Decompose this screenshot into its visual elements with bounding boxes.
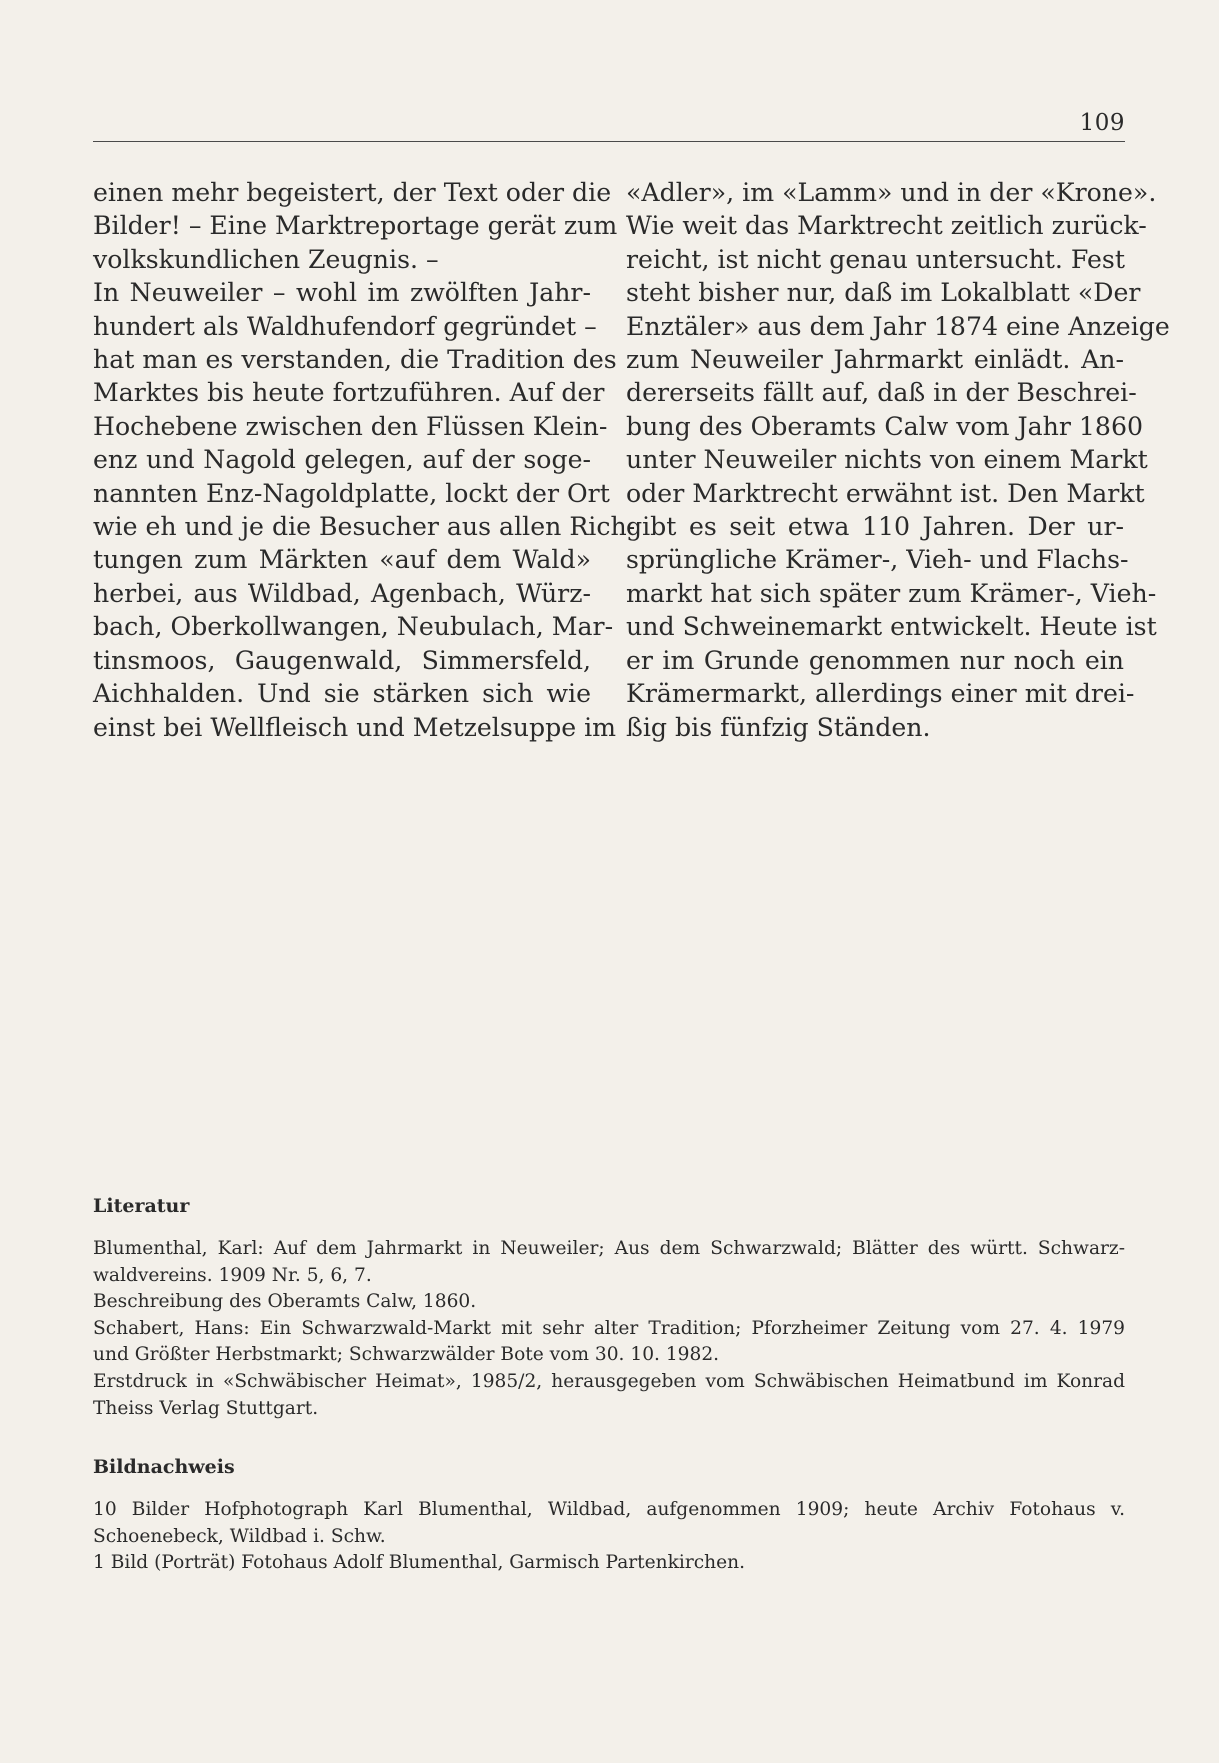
text-line: hat man es verstanden, die Tradition des [93,345,617,375]
text-line: enz und Nagold gelegen, auf der soge- [93,445,591,475]
reference-line: Blumenthal, Karl: Auf dem Jahrmarkt in Neuweiler; Aus dem Schwarzwald; Blätter des württ. Schwarz- [93,1238,1125,1259]
reference-line: Schabert, Hans: Ein Schwarzwald-Markt mit sehr alter Tradition; Pforzheimer Zeitung vom 27. 4. 1979 [93,1317,1125,1339]
reference-line: Theiss Verlag Stuttgart. [93,1397,319,1419]
text-line: volkskundlichen Zeugnis. – [93,244,439,274]
text-line: zum Neuweiler Jahrmarkt einlädt. An- [626,345,1124,375]
text-line: tungen zum Märkten «auf dem Wald» [93,545,591,575]
text-line: «Adler», im «Lamm» und in der «Krone». [626,178,1157,207]
text-line: wie eh und je die Besucher aus allen Rich- [93,512,636,542]
reference-line: Beschreibung des Oberamts Calw, 1860. [93,1291,477,1313]
text-line: Marktes bis heute fortzuführen. Auf der [93,378,605,408]
text-line: Aichhalden. Und sie stärken sich wie [93,679,591,709]
text-line: einst bei Wellfleisch und Metzelsuppe im [93,712,617,742]
reference-line: waldvereins. 1909 Nr. 5, 6, 7. [93,1264,372,1286]
text-line: gibt es seit etwa 110 Jahren. Der ur- [626,512,1124,542]
text-line: nannten Enz-Nagoldplatte, lockt der Ort [93,478,610,508]
literatur-heading: Literatur [93,1195,190,1217]
text-line: Hochebene zwischen den Flüssen Klein- [93,411,608,441]
text-line: markt hat sich später zum Krämer-, Vieh- [626,578,1157,608]
reference-line: Erstdruck in «Schwäbischer Heimat», 1985/2, herausgegeben vom Schwäbischen Heimatbund im Konrad [93,1370,1125,1392]
text-line: steht bisher nur, daß im Lokalblatt «Der [626,278,1141,308]
text-line: oder Marktrecht erwähnt ist. Den Markt [626,478,1145,508]
text-line: reicht, ist nicht genau untersucht. Fest [626,244,1125,274]
page-number: 109 [1079,110,1125,136]
text-line: dererseits fällt auf, daß in der Beschrei- [626,378,1137,408]
credit-line: 1 Bild (Porträt) Fotohaus Adolf Blumenthal, Garmisch Partenkirchen. [93,1552,746,1574]
right-text-column [626,176,1170,744]
credit-line: 10 Bilder Hofphotograph Karl Blumenthal, Wildbad, aufgenommen 1909; heute Archiv Fotohaus v. [93,1499,1125,1520]
text-line: Enztäler» aus dem Jahr 1874 eine Anzeige [626,311,1170,341]
header-rule [93,141,1125,142]
literatur-list [93,1236,1125,1422]
text-line: hundert als Waldhufendorf gegründet – [93,311,597,341]
left-text-column [93,176,636,744]
text-line: Wie weit das Marktrecht zeitlich zurück- [626,211,1147,241]
bildnachweis-list [93,1497,1125,1577]
text-line: bung des Oberamts Calw vom Jahr 1860 [626,411,1144,441]
text-line: herbei, aus Wildbad, Agenbach, Würz- [93,578,591,608]
text-line: tinsmoos, Gaugenwald, Simmersfeld, [93,645,591,675]
text-line: Bilder! – Eine Marktreportage gerät zum [93,211,618,241]
text-line: Krämermarkt, allerdings einer mit drei- [626,679,1135,709]
text-line: er im Grunde genommen nur noch ein [626,645,1124,675]
text-line: unter Neuweiler nichts von einem Markt [626,445,1148,475]
bildnachweis-heading: Bildnachweis [93,1456,235,1478]
reference-line: und Größter Herbstmarkt; Schwarzwälder Bote vom 30. 10. 1982. [93,1344,720,1366]
text-line: In Neuweiler – wohl im zwölften Jahr- [93,278,591,308]
text-line: ßig bis fünfzig Ständen. [626,712,931,742]
text-line: und Schweinemarkt entwickelt. Heute ist [626,612,1157,642]
text-line: bach, Oberkollwangen, Neubulach, Mar- [93,612,614,642]
text-line: sprüngliche Krämer-, Vieh- und Flachs- [626,545,1129,575]
credit-line: Schoenebeck, Wildbad i. Schw. [93,1525,386,1547]
text-line: einen mehr begeistert, der Text oder die [93,178,612,207]
